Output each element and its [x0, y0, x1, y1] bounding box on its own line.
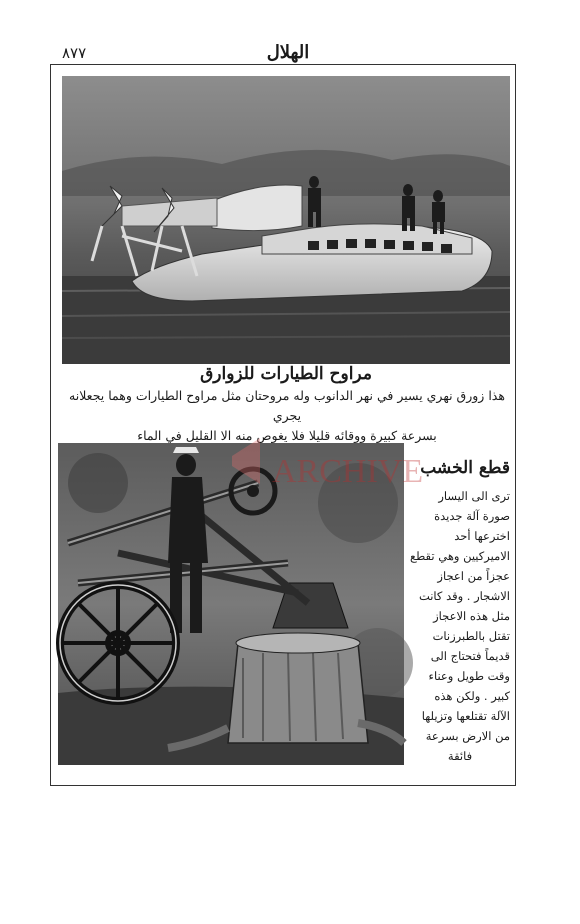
page-number: ٨٧٧: [62, 44, 87, 62]
stump-article: [410, 458, 510, 766]
stump-article-title: قطع الخشب: [420, 458, 510, 478]
top-caption-title: مراوح الطيارات للزوارق: [200, 364, 372, 384]
stump-article-line: عجزاً من اعجاز: [437, 569, 510, 583]
stump-article-line: الاميركيين وهي تقطع: [410, 549, 510, 563]
stump-article-line: من الارض بسرعة: [425, 729, 510, 743]
stump-article-line: فائقة: [447, 749, 473, 763]
top-caption-line: هذا زورق نهري يسير في نهر الدانوب وله مروحتان مثل مراوح الطيارات وهما يجعلانه يجري: [69, 388, 505, 423]
stump-article-line: وقت طويل وعناء: [428, 669, 510, 683]
watermark-text: ARCHIVE: [272, 453, 424, 490]
stump-article-line: الآلة تقتلعها وتزيلها: [421, 709, 510, 723]
journal-title: الهلال: [266, 42, 310, 63]
stump-article-line: مثل هذه الاعجاز: [433, 609, 510, 623]
stump-article-line: كبير . ولكن هذه: [434, 689, 510, 703]
top-caption-body: [64, 386, 510, 446]
stump-article-line: تقتل بالطبرزنات: [432, 629, 510, 643]
stump-article-line: اخترعها أحد: [454, 529, 510, 543]
stump-article-line: قديماً فتحتاج الى: [430, 649, 510, 663]
stump-machine-photo: [58, 443, 404, 765]
stump-article-line: ترى الى اليسار: [438, 489, 510, 503]
stump-article-line: صورة آلة جديدة: [434, 509, 510, 523]
top-caption-line: بسرعة كبيرة ووقائه قليلا فلا يغوص منه الا القليل في الماء: [137, 428, 437, 443]
stump-article-line: الاشجار . وقد كانت: [418, 589, 510, 603]
boat-photo: [62, 76, 510, 364]
